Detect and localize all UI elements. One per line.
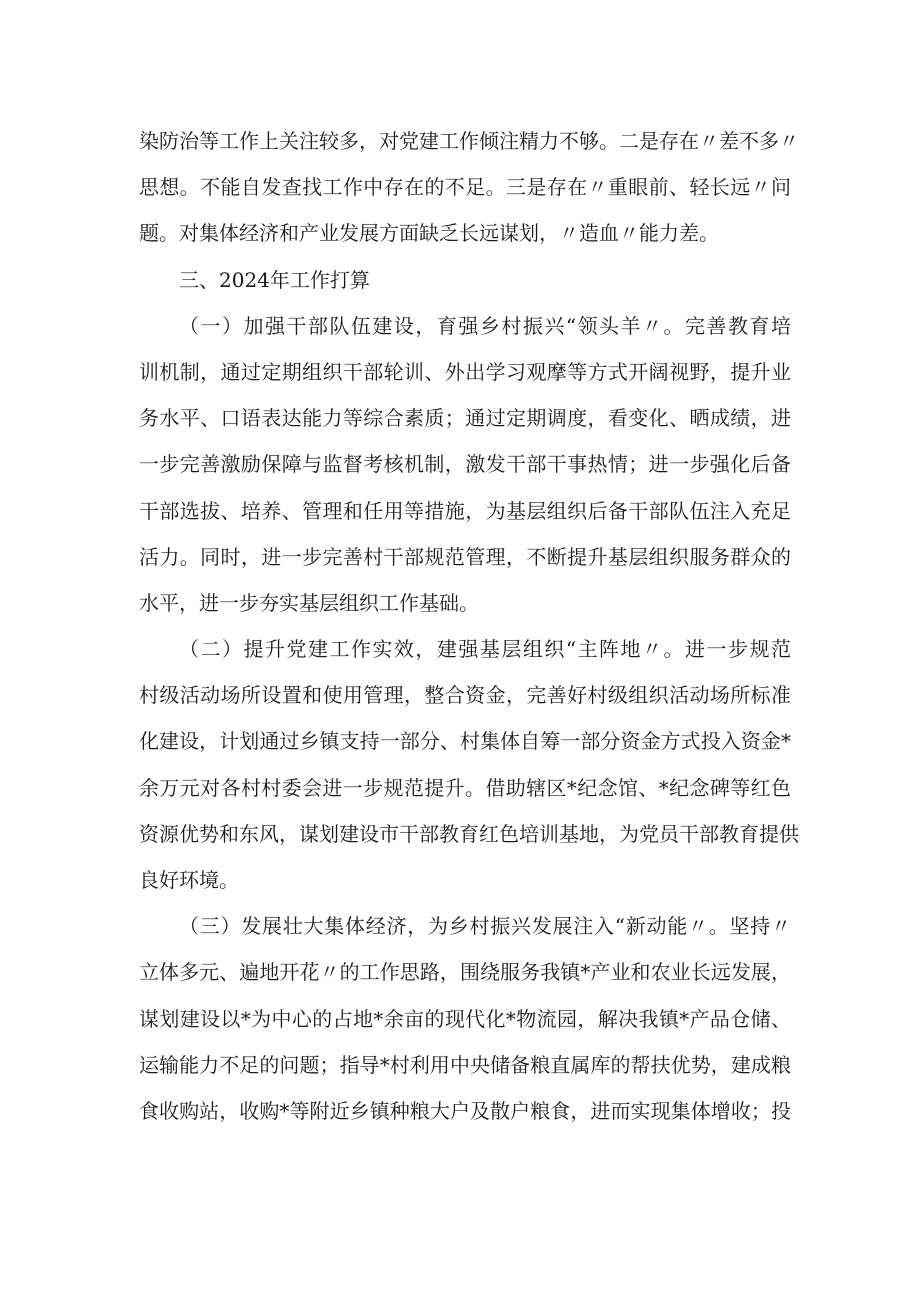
text-line: （一）加强干部队伍建设，育强乡村振兴“领头羊〃。完善教育培 — [179, 313, 791, 338]
text-line: 题。对集体经济和产业发展方面缺乏长远谋划，〃造血〃能力差。 — [139, 221, 719, 246]
text-line: 化建设，计划通过乡镇支持一部分、村集体自筹一部分资金方式投入资金* — [139, 729, 791, 754]
paragraph-collective-economy — [139, 903, 791, 1134]
text-line: （三）发展壮大集体经济，为乡村振兴发展注入“新动能〃。坚持〃 — [179, 914, 791, 939]
text-line: 活力。同时，进一步完善村干部规范管理，不断提升基层组织服务群众的 — [139, 544, 791, 569]
paragraph-party-building — [139, 626, 799, 903]
text-line: 运输能力不足的问题；指导*村利用中央储备粮直属库的帮扶优势，建成粮 — [139, 1052, 791, 1077]
text-line: （二）提升党建工作实效，建强基层组织“主阵地〃。进一步规范 — [179, 637, 791, 662]
text-line: 训机制，通过定期组织干部轮训、外出学习观摩等方式开阔视野，提升业 — [139, 359, 791, 384]
text-line: 谋划建设以*为中心的占地*余亩的现代化*物流园，解决我镇*产品仓储、 — [139, 1006, 791, 1031]
section-heading-2024-plan — [139, 257, 791, 303]
paragraph-problems-continued — [139, 118, 799, 257]
text-line: 思想。不能自发查找工作中存在的不足。三是存在〃重眼前、轻长远〃问 — [139, 175, 791, 200]
text-line: 余万元对各村村委会进一步规范提升。借助辖区*纪念馆、*纪念碑等红色 — [139, 775, 791, 800]
text-line: 村级活动场所设置和使用管理，整合资金，完善好村级组织活动场所标准 — [139, 683, 791, 708]
text-line: 一步完善激励保障与监督考核机制，激发干部干事热情；进一步强化后备 — [139, 452, 791, 477]
text-line: 干部选拔、培养、管理和任用等措施，为基层组织后备干部队伍注入充足 — [139, 498, 791, 523]
paragraph-cadre-team — [139, 303, 791, 626]
text-line: 资源优势和东风，谋划建设市干部教育红色培训基地，为党员干部教育提供 — [139, 821, 799, 846]
text-line: 食收购站，收购*等附近乡镇种粮大户及散户粮食，进而实现集体增收；投 — [139, 1098, 791, 1123]
text-line: 务水平、口语表达能力等综合素质；通过定期调度，看变化、晒成绩，进 — [139, 406, 791, 431]
text-line: 立体多元、遍地开花〃的工作思路，围绕服务我镇*产业和农业长远发展， — [139, 960, 791, 985]
text-line: 水平，进一步夯实基层组织工作基础。 — [139, 590, 479, 615]
text-line: 染防治等工作上关注较多，对党建工作倾注精力不够。二是存在〃差不多〃 — [139, 129, 799, 153]
document-body — [139, 118, 799, 1134]
section-heading: 三、2024年工作打算 — [179, 267, 370, 292]
text-line: 良好环境。 — [139, 868, 239, 892]
